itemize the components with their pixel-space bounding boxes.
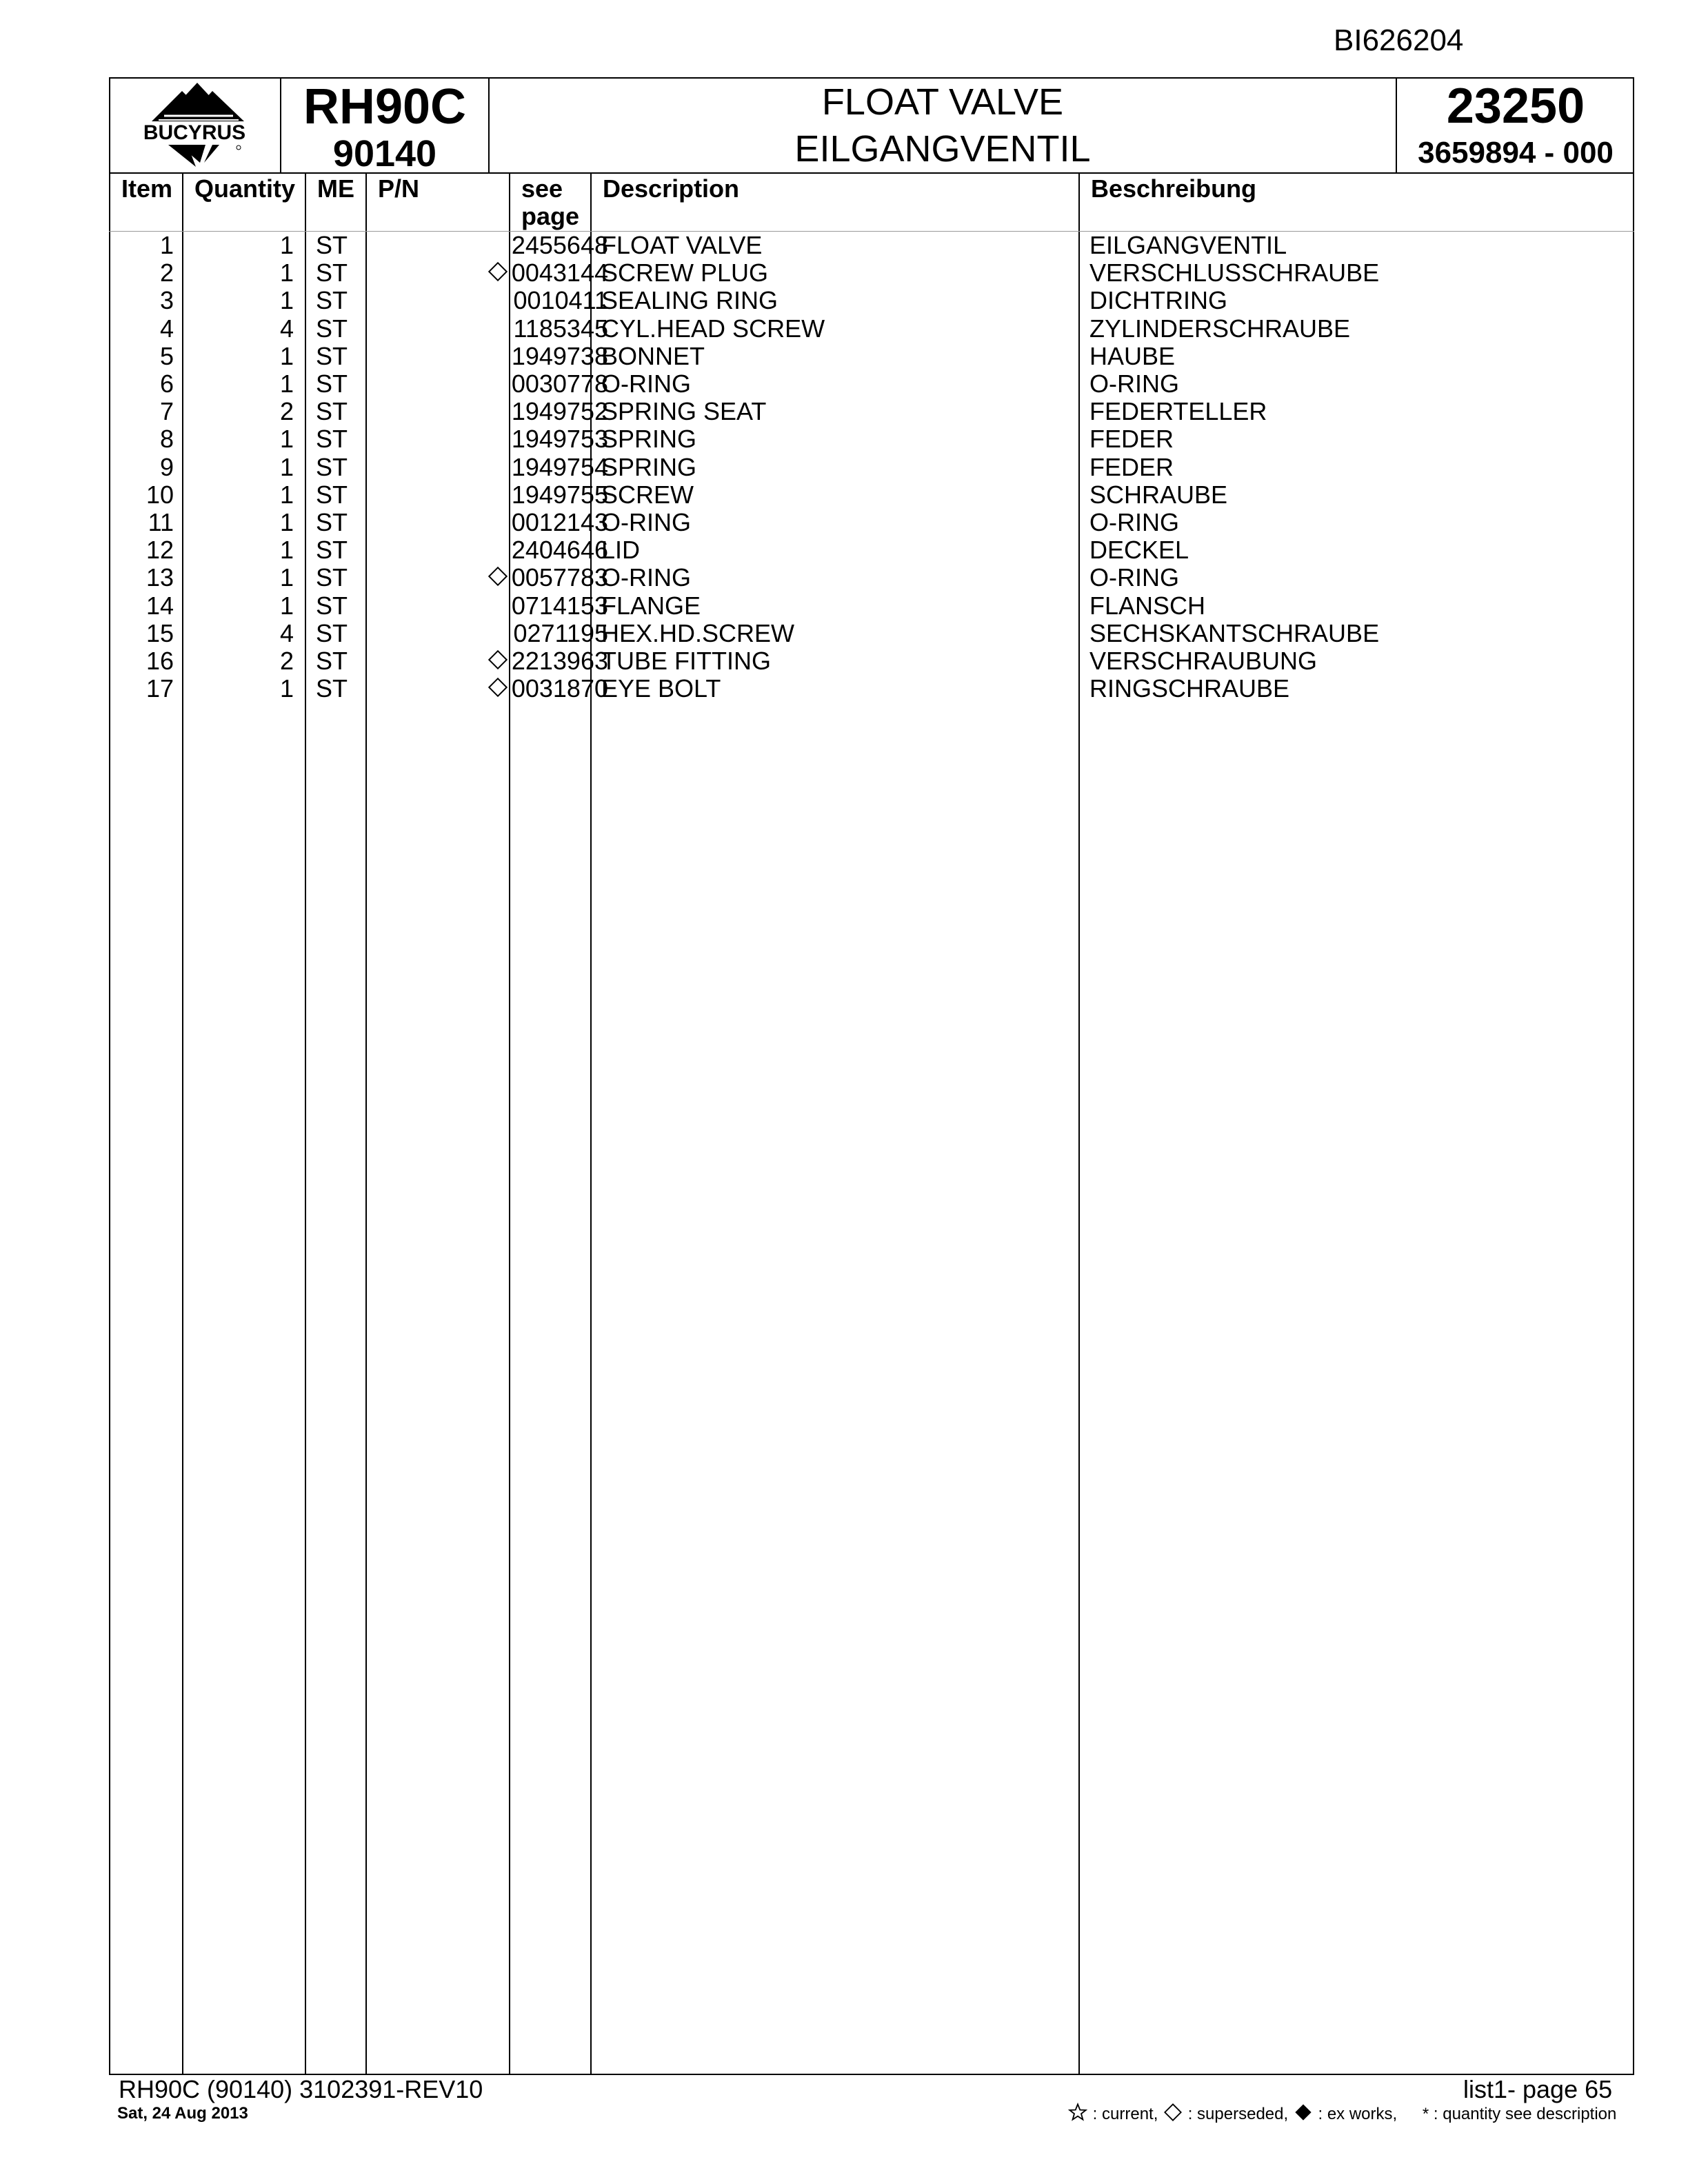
- description: O-RING: [601, 370, 691, 398]
- part-number: 0271195: [513, 618, 608, 647]
- description: EYE BOLT: [601, 674, 721, 703]
- part-number: 1949753: [511, 425, 608, 454]
- superseded-diamond-icon: [488, 567, 508, 586]
- description: FLANGE: [601, 591, 701, 620]
- table-row: [109, 398, 1634, 425]
- description: CYL.HEAD SCREW: [601, 314, 825, 343]
- beschreibung: FEDER: [1089, 452, 1174, 481]
- item-number: 16: [145, 647, 174, 675]
- model-cell: [281, 77, 490, 172]
- header-page: page: [521, 202, 580, 230]
- group-cell: [1397, 77, 1634, 172]
- part-number: 2455648: [511, 231, 608, 259]
- logo-text: BUCYRUS: [143, 121, 246, 144]
- unit: ST: [316, 370, 348, 398]
- footer-page-number: list1- page 65: [1463, 2075, 1613, 2103]
- item-number: 15: [145, 618, 174, 647]
- beschreibung: SCHRAUBE: [1089, 480, 1228, 509]
- item-number: 8: [159, 425, 174, 454]
- legend-ex-works: : ex works,: [1318, 2105, 1398, 2123]
- column-headers: [109, 174, 1634, 232]
- table-row: [109, 343, 1634, 370]
- unit: ST: [316, 259, 348, 287]
- quantity: 1: [279, 370, 294, 398]
- beschreibung: VERSCHRAUBUNG: [1089, 647, 1318, 675]
- beschreibung: RINGSCHRAUBE: [1089, 674, 1290, 703]
- description: LID: [601, 536, 641, 565]
- part-number: 0012143: [511, 508, 608, 536]
- document-id: BI626204: [1334, 23, 1464, 57]
- beschreibung: FEDER: [1089, 425, 1174, 454]
- description: SCREW PLUG: [601, 259, 769, 287]
- unit: ST: [316, 591, 348, 620]
- beschreibung: FLANSCH: [1089, 591, 1206, 620]
- header-beschreibung: Beschreibung: [1091, 174, 1257, 203]
- description: SPRING: [601, 425, 697, 454]
- quantity: 2: [279, 647, 294, 675]
- quantity: 1: [279, 508, 294, 536]
- table-row: [109, 315, 1634, 343]
- part-number: 0010411: [513, 286, 608, 315]
- model-name: RH90C: [303, 79, 467, 134]
- unit: ST: [316, 674, 348, 703]
- title-english: FLOAT VALVE: [821, 81, 1064, 123]
- table-row: [109, 481, 1634, 509]
- header-quantity: Quantity: [194, 174, 296, 203]
- header-description: Description: [603, 174, 740, 203]
- part-number: 0714153: [511, 591, 608, 620]
- quantity: 1: [279, 341, 294, 370]
- item-number: 7: [159, 397, 174, 426]
- quantity: 1: [279, 259, 294, 287]
- header-pn: P/N: [378, 174, 420, 203]
- table-row: [109, 370, 1634, 398]
- unit: ST: [316, 314, 348, 343]
- table-row: [109, 232, 1634, 259]
- table-row: [109, 592, 1634, 620]
- part-number: [378, 259, 608, 287]
- unit: ST: [316, 425, 348, 454]
- part-number-text: 0031870: [511, 674, 608, 703]
- legend-quantity: * : quantity see description: [1422, 2105, 1617, 2123]
- description: O-RING: [601, 563, 691, 592]
- quantity: 2: [279, 397, 294, 426]
- description: SPRING SEAT: [601, 397, 767, 426]
- title-german: EILGANGVENTIL: [794, 128, 1091, 170]
- item-number: 2: [159, 259, 174, 287]
- table-row: [109, 564, 1634, 592]
- unit: ST: [316, 508, 348, 536]
- header-me: ME: [317, 174, 354, 203]
- description: FLOAT VALVE: [601, 231, 763, 259]
- table-row: [109, 509, 1634, 536]
- table-row: [109, 647, 1634, 675]
- quantity: 1: [279, 591, 294, 620]
- item-number: 3: [159, 286, 174, 315]
- quantity: 1: [279, 480, 294, 509]
- part-number-text: 0057783: [511, 563, 608, 592]
- part-number: [378, 675, 608, 702]
- part-number: 0030778: [511, 370, 608, 398]
- part-number-text: 2213963: [511, 647, 608, 675]
- description: HEX.HD.SCREW: [601, 618, 795, 647]
- model-code: 90140: [332, 133, 437, 174]
- beschreibung: VERSCHLUSSCHRAUBE: [1089, 259, 1380, 287]
- quantity: 1: [279, 536, 294, 565]
- legend-current: : current,: [1092, 2105, 1158, 2123]
- table-row: [109, 536, 1634, 564]
- beschreibung: DECKEL: [1089, 536, 1189, 565]
- header-see: see: [521, 174, 563, 203]
- group-subnumber: 3659894 - 000: [1418, 136, 1614, 170]
- unit: ST: [316, 618, 348, 647]
- description: O-RING: [601, 508, 691, 536]
- footer-date: Sat, 24 Aug 2013: [117, 2104, 248, 2123]
- part-number: 2404646: [511, 536, 608, 565]
- item-number: 4: [159, 314, 174, 343]
- unit: ST: [316, 397, 348, 426]
- quantity: 1: [279, 231, 294, 259]
- superseded-diamond-icon: [488, 650, 508, 669]
- legend: [1067, 2103, 1616, 2125]
- item-number: 14: [145, 591, 174, 620]
- item-number: 6: [159, 370, 174, 398]
- table-row: [109, 620, 1634, 647]
- beschreibung: O-RING: [1089, 370, 1179, 398]
- part-number: 1949752: [511, 397, 608, 426]
- header-item: Item: [121, 174, 173, 203]
- quantity: 4: [279, 618, 294, 647]
- table-row: [109, 675, 1634, 702]
- part-number: [378, 647, 608, 675]
- part-number: [378, 564, 608, 592]
- unit: ST: [316, 563, 348, 592]
- quantity: 1: [279, 674, 294, 703]
- superseded-diamond-icon: [488, 678, 508, 697]
- diamond-outline-icon: [1163, 2103, 1183, 2122]
- table-row: [109, 287, 1634, 314]
- logo-cell: [109, 77, 281, 172]
- beschreibung: HAUBE: [1089, 341, 1176, 370]
- diamond-filled-icon: [1293, 2103, 1314, 2122]
- description: SCREW: [601, 480, 694, 509]
- item-number: 1: [159, 231, 174, 259]
- part-number: 1949755: [511, 480, 608, 509]
- part-number: 1949754: [511, 452, 608, 481]
- quantity: 1: [279, 563, 294, 592]
- item-number: 17: [145, 674, 174, 703]
- unit: ST: [316, 452, 348, 481]
- item-number: 11: [148, 508, 174, 536]
- unit: ST: [316, 647, 348, 675]
- description: SPRING: [601, 452, 697, 481]
- description: BONNET: [601, 341, 705, 370]
- item-number: 12: [145, 536, 174, 565]
- beschreibung: DICHTRING: [1089, 286, 1227, 315]
- description: SEALING RING: [601, 286, 778, 315]
- legend-superseded: : superseded,: [1187, 2105, 1289, 2123]
- item-number: 5: [159, 341, 174, 370]
- part-number: 1949738: [511, 341, 608, 370]
- unit: ST: [316, 286, 348, 315]
- unit: ST: [316, 341, 348, 370]
- item-number: 13: [145, 563, 174, 592]
- beschreibung: ZYLINDERSCHRAUBE: [1089, 314, 1351, 343]
- part-number-text: 0043144: [511, 259, 608, 287]
- bucyrus-logo: [116, 81, 274, 168]
- description: TUBE FITTING: [601, 647, 771, 675]
- quantity: 4: [279, 314, 294, 343]
- beschreibung: FEDERTELLER: [1089, 397, 1267, 426]
- table-row: [109, 454, 1634, 481]
- beschreibung: SECHSKANTSCHRAUBE: [1089, 618, 1380, 647]
- beschreibung: O-RING: [1089, 563, 1179, 592]
- beschreibung: EILGANGVENTIL: [1089, 231, 1287, 259]
- unit: ST: [316, 536, 348, 565]
- beschreibung: O-RING: [1089, 508, 1179, 536]
- superseded-diamond-icon: [488, 262, 508, 281]
- title-cell: [490, 77, 1397, 172]
- unit: ST: [316, 231, 348, 259]
- footer-document-ref: RH90C (90140) 3102391-REV10: [119, 2075, 483, 2103]
- table-row: [109, 259, 1634, 287]
- quantity: 1: [279, 425, 294, 454]
- group-number: 23250: [1446, 79, 1585, 134]
- star-icon: [1067, 2103, 1088, 2122]
- header: [109, 77, 1634, 174]
- table-row: [109, 425, 1634, 453]
- item-number: 9: [159, 452, 174, 481]
- unit: ST: [316, 480, 348, 509]
- quantity: 1: [279, 286, 294, 315]
- part-number: 1185345: [513, 314, 608, 343]
- quantity: 1: [279, 452, 294, 481]
- item-number: 10: [145, 480, 174, 509]
